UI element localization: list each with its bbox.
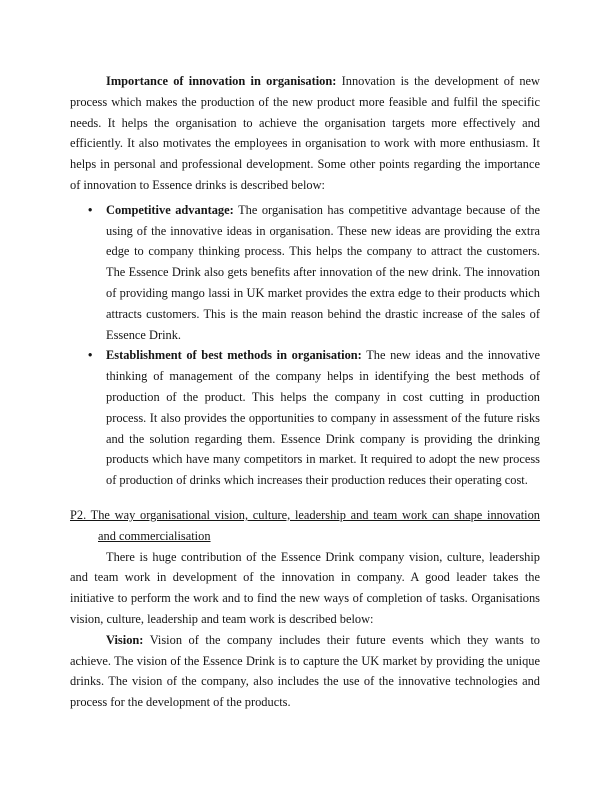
- bullet-icon: •: [88, 202, 93, 217]
- paragraph-vision: [70, 630, 540, 713]
- paragraph-importance: [70, 71, 540, 196]
- paragraph-importance-text: Innovation is the development of new process which makes the production of the new product more feasible and fulfil the specific needs. It helps the organisation to achieve the organisation targets more effectively and efficiently. It also motivates the employees in organisation to work with more enthusiasm. It helps in personal and professional development. Some other points regarding the importance of innovation to Essence drinks is described below:: [70, 74, 541, 192]
- paragraph-vision-text: Vision of the company includes their future events which they wants to achieve. The vision of the Essence Drink is to capture the UK market by providing the unique drinks. The vision of the company, also includes the use of the innovative technologies and process for the development of the products.: [70, 632, 540, 710]
- bullet-competitive-advantage-text: The organisation has competitive advantage because of the using of the innovative ideas in organisation. These new ideas are providing the extra edge to company thinking process. This helps the company to attract the customers. The Essence Drink also gets benefits after innovation of the new drink. The innovation of providing mango lassi in UK market provides the extra edge to their products which attracts customers. This is the main reason behind the drastic increase of the sales of Essence Drink.: [106, 202, 541, 342]
- importance-bullet-list: [70, 200, 540, 491]
- section-heading-p2-text: P2. The way organisational vision, culture, leadership and team work can shape innovation and commercialisation: [70, 507, 540, 543]
- paragraph-contribution: There is huge contribution of the Essence Drink company vision, culture, leadership and team work in development of the innovation in company. A good leader takes the initiative to perform the work and to find the new ways of completion of tasks. Organisations vision, culture, leadership and team work is described below:: [70, 549, 540, 626]
- bullet-best-methods-lead: Establishment of best methods in organisation:: [106, 348, 362, 363]
- bullet-competitive-advantage-lead: Competitive advantage:: [106, 202, 234, 217]
- bullet-best-methods: [70, 345, 540, 491]
- section-heading-p2: [70, 505, 540, 547]
- bullet-competitive-advantage: [70, 200, 540, 346]
- paragraph-importance-lead: Importance of innovation in organisation:: [106, 74, 337, 88]
- bullet-icon: •: [88, 348, 93, 363]
- bullet-best-methods-text: The new ideas and the innovative thinking of management of the company helps in identifying the best methods of production of the product. This helps the company in cost cutting in production process. It also provides the opportunities to company in assessment of the future risks and the solution regarding them. Essence Drink company is providing the drinking products which have many competitors in market. It required to adopt the new process of production of drinks which increases their production reduces their operating cost.: [106, 348, 540, 488]
- paragraph-vision-lead: Vision:: [106, 632, 144, 647]
